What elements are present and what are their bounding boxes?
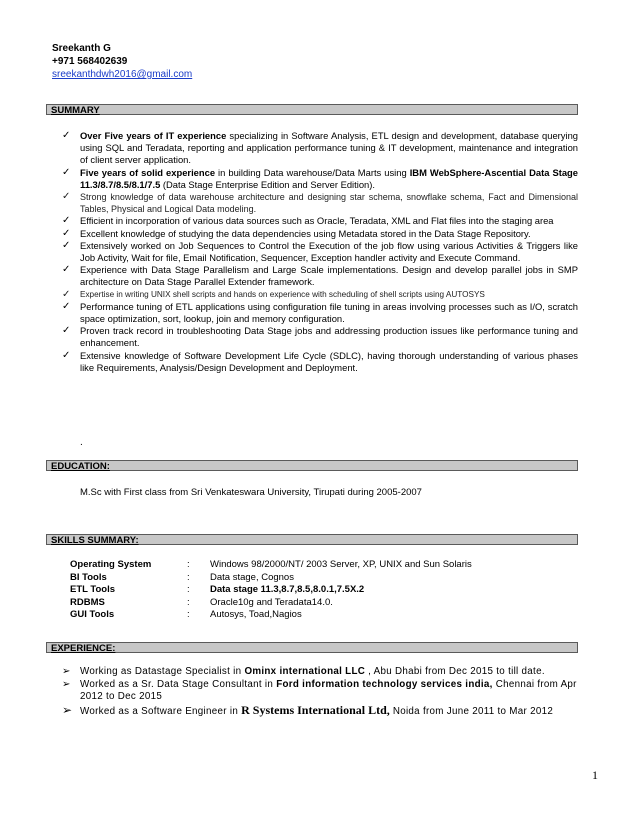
skills-row: Operating System : Windows 98/2000/NT/ 2003 Server, XP, UNIX and Sun Solaris [70, 559, 472, 570]
arrow-bullet-icon: ➢ [62, 702, 73, 717]
check-icon: ✓ [62, 325, 71, 337]
page-number: 1 [592, 768, 598, 782]
check-icon: ✓ [62, 349, 71, 361]
arrow-bullet-icon: ➢ [62, 678, 71, 690]
summary-item: ✓ Five years of solid experience in building Data warehouse/Data Marts using IBM WebSphere-Ascential Data Stage 11.3/8.7/8.5/8.1/7.5 (Data Stage Enterprise Edition and Server Edition). [62, 166, 578, 190]
check-icon: ✓ [62, 300, 71, 312]
summary-item: ✓ Experience with Data Stage Parallelism and Large Scale implementations. Design and develop parallel jobs in SMP architecture on Data Stage Parallel Extender framework. [62, 264, 578, 288]
summary-item: ✓ Strong knowledge of data warehouse architecture and designing star schema, snowflake schema, Fact and Dimensional Tables, Physical and Logical Data modeling. [62, 191, 578, 215]
skills-row: BI Tools : Data stage, Cognos [70, 571, 294, 583]
check-icon: ✓ [62, 166, 71, 178]
skills-row: ETL Tools : Data stage 11.3,8.7,8.5,8.0.1,7.5X.2 [70, 584, 365, 596]
experience-item: ➢ Working as Datastage Specialist in Ominx international LLC , Abu Dhabi from Dec 2015 to till date. [62, 666, 545, 677]
check-icon: ✓ [62, 227, 71, 239]
skills-row: RDBMS : Oracle10g and Teradata14.0. [70, 596, 333, 608]
summary-item: ✓ Efficient in incorporation of various data sources such as Oracle, Teradata, XML and Flat files into the staging area [62, 215, 554, 227]
email-link[interactable]: sreekanthdwh2016@gmail.com [52, 69, 193, 80]
summary-list [62, 130, 578, 374]
experience-item: ➢ Worked as a Sr. Data Stage Consultant in Ford information technology services india, Chennai from Apr 2012 to Dec 2015 [62, 678, 577, 703]
experience-list [62, 666, 578, 718]
summary-item: ✓ Proven track record in troubleshooting Data Stage jobs and addressing production issues like performance tuning and enhancement. [62, 325, 578, 349]
summary-item: ✓ Excellent knowledge of studying the data dependencies using Metadata stored in the Data Stage Repository. [62, 227, 531, 239]
skills-table [70, 559, 472, 622]
education-text: M.Sc with First class from Sri Venkateswara University, Tirupati during 2005-2007 [80, 487, 422, 498]
check-icon: ✓ [62, 130, 71, 141]
summary-item: ✓ Performance tuning of ETL applications using configuration file tuning in areas involving processes such as I/O, scratch space optimization, sort, lookup, join and memory configuration. [62, 300, 578, 325]
phone-number: +971 568402639 [52, 56, 128, 67]
experience-heading: EXPERIENCE: [46, 642, 578, 653]
check-icon: ✓ [62, 239, 71, 251]
summary-item: ✓ Expertise in writing UNIX shell scripts and hands on experience with scheduling of shell scripts using AUTOSYS [62, 288, 485, 300]
candidate-name: Sreekanth G [52, 43, 111, 54]
check-icon: ✓ [62, 288, 71, 300]
stray-dot: . [80, 437, 83, 448]
skills-row: GUI Tools : Autosys, Toad,Nagios [70, 609, 302, 621]
summary-item: ✓ Over Five years of IT experience specializing in Software Analysis, ETL design and development, database querying using SQL and Teradata, reporting and application performance tuning & IT development, maintenance and integration of client server application. [62, 130, 578, 166]
arrow-bullet-icon: ➢ [62, 666, 71, 677]
contact-block [52, 42, 192, 81]
education-heading: EDUCATION: [46, 460, 578, 471]
skills-heading: SKILLS SUMMARY: [46, 534, 578, 545]
summary-item: ✓ Extensively worked on Job Sequences to Control the Execution of the job flow using various Activities & Triggers like Job Activity, Wait for file, Email Notification, Sequencer, Exception handler activity and Execute Command. [62, 239, 578, 264]
summary-heading: SUMMARY [46, 104, 578, 115]
experience-item: ➢ Worked as a Software Engineer in R Systems International Ltd, Noida from June 2011 to Mar 2012 [62, 702, 554, 717]
check-icon: ✓ [62, 215, 71, 227]
check-icon: ✓ [62, 191, 71, 203]
summary-item: ✓ Extensive knowledge of Software Development Life Cycle (SDLC), having thorough understanding of various phases like Requirements, Analysis/Design Development and Deployment. [62, 349, 578, 373]
check-icon: ✓ [62, 264, 71, 276]
